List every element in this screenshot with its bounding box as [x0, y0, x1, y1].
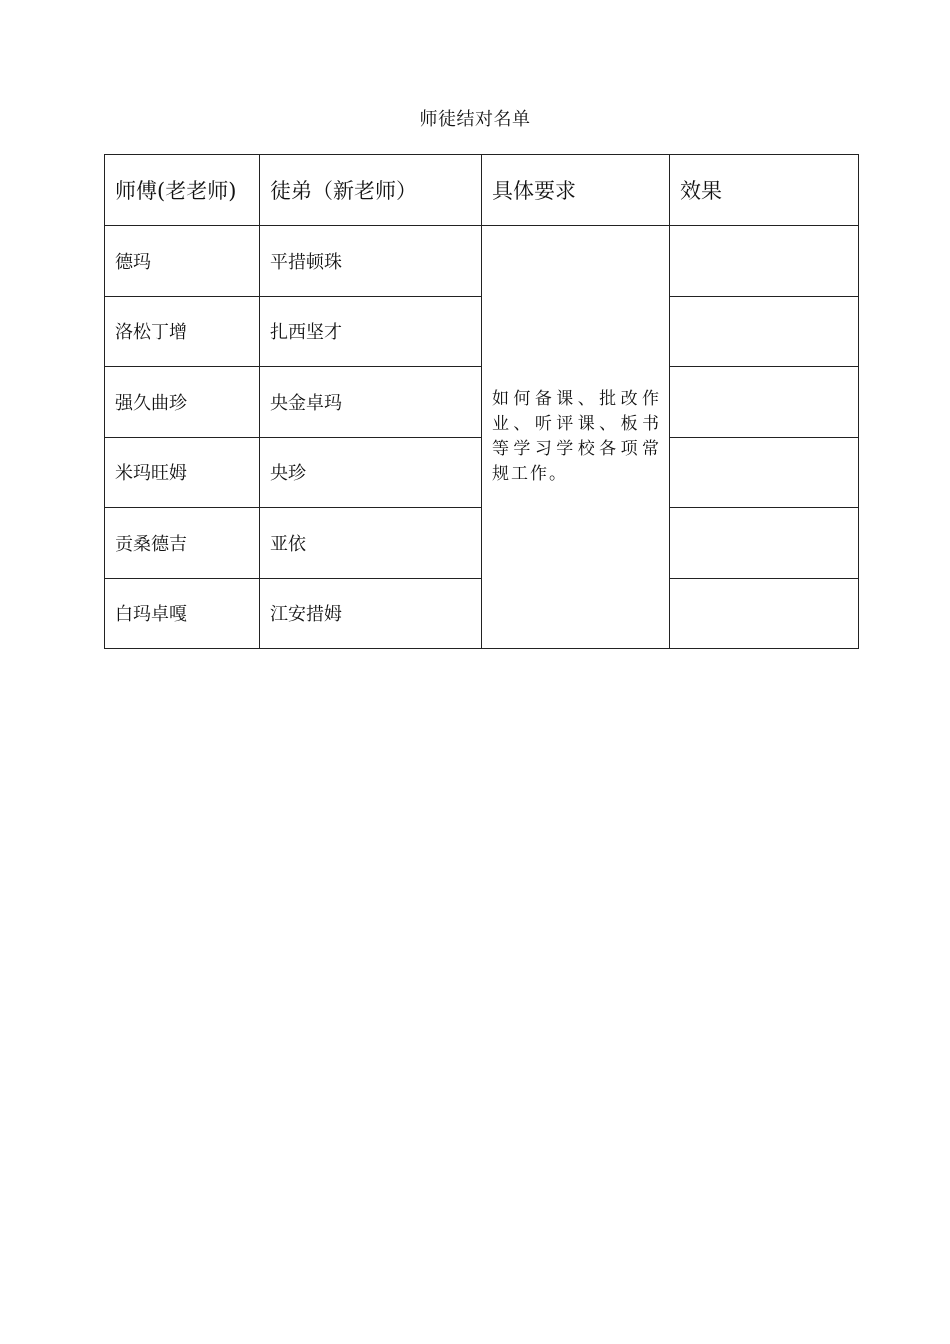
apprentice-cell: 央珍 — [260, 437, 482, 508]
header-apprentice: 徒弟（新老师） — [260, 155, 482, 226]
effect-cell — [670, 296, 859, 367]
effect-cell — [670, 578, 859, 649]
mentor-cell: 贡桑德吉 — [105, 508, 260, 579]
header-requirement: 具体要求 — [482, 155, 670, 226]
table-header-row — [105, 155, 859, 226]
header-mentor: 师傅(老老师) — [105, 155, 260, 226]
apprentice-cell: 亚依 — [260, 508, 482, 579]
mentor-cell: 白玛卓嘎 — [105, 578, 260, 649]
mentor-cell: 洛松丁增 — [105, 296, 260, 367]
mentor-cell: 德玛 — [105, 226, 260, 297]
apprentice-cell: 央金卓玛 — [260, 367, 482, 438]
apprentice-cell: 扎西坚才 — [260, 296, 482, 367]
mentor-pairing-table — [104, 154, 859, 649]
apprentice-cell: 江安措姆 — [260, 578, 482, 649]
effect-cell — [670, 226, 859, 297]
page-title: 师徒结对名单 — [419, 109, 531, 130]
mentor-cell: 强久曲珍 — [105, 367, 260, 438]
mentor-cell: 米玛旺姆 — [105, 437, 260, 508]
effect-cell — [670, 367, 859, 438]
effect-cell — [670, 508, 859, 579]
requirement-cell: 如何备课、批改作业、听评课、板书等学习学校各项常规工作。 — [482, 226, 670, 649]
effect-cell — [670, 437, 859, 508]
table-row — [105, 226, 859, 297]
apprentice-cell: 平措顿珠 — [260, 226, 482, 297]
header-effect: 效果 — [670, 155, 859, 226]
